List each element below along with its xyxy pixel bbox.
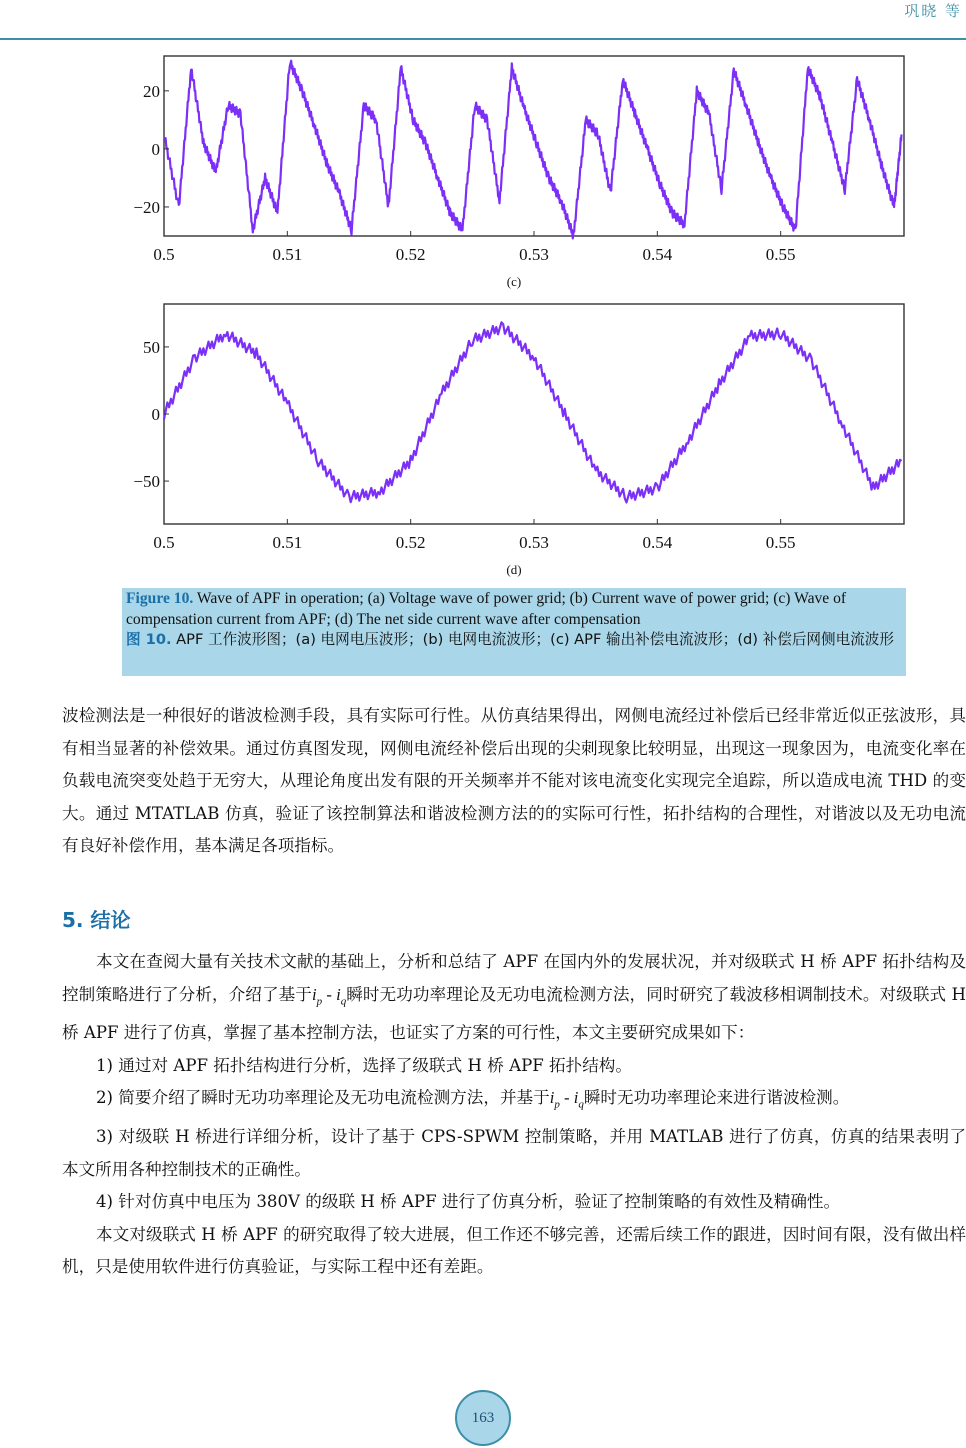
x-tick-label: 0.52 — [395, 533, 426, 552]
y-tick-label: −50 — [133, 472, 160, 492]
caption-en-text: Wave of APF in operation; (a) Voltage wave of power grid; (b) Current wave of power grid; (c) Wave of compensation current from APF; (d) The net side current wave after compensation — [126, 590, 847, 628]
conclusion-body — [62, 946, 966, 1284]
paragraph-1: 波检测法是一种很好的谐波检测手段，具有实际可行性。从仿真结果得出，网侧电流经过补偿后已经非常近似正弦波形，具有相当显著的补偿效果。通过仿真图发现，网侧电流经补偿后出现的尖刺现象比较明显，出现这一现象因为，电流变化率在负载电流突变处趋于无穷大，从理论角度出发有限的开关频率并不能对该电流变化实现完全追踪，所以造成电流 THD 的变大。通过 MTATLAB 仿真，验证了该控制算法和谐波检测方法的的实际可行性，拓扑结构的合理性，对谐波以及无功电流有良好补偿作用，基本满足各项指标。 — [62, 706, 966, 855]
x-tick-label: 0.51 — [272, 245, 303, 264]
waveform-line — [164, 322, 902, 502]
x-tick-label: 0.53 — [519, 245, 549, 264]
section-title-conclusion: 5. 结论 — [62, 908, 131, 932]
y-tick-label: 50 — [143, 337, 160, 357]
paragraph-2-part-a: 本文在查阅大量有关技术文献的基础上，分析和总结了 APF 在国内外的发展状况，并对级联式 H 桥 APF 拓扑结构及控制策略进行了分析，介绍了基于 — [62, 952, 966, 1004]
result-item-1: 1) 通过对 APF 拓扑结构进行分析，选择了级联式 H 桥 APF 拓扑结构。 — [96, 1055, 632, 1075]
y-tick-label: 20 — [143, 81, 160, 101]
chart-c — [110, 48, 910, 288]
x-tick-label: 0.52 — [395, 245, 426, 264]
paragraph-simulation-results — [62, 700, 966, 863]
paragraph-2 — [62, 946, 966, 1050]
x-tick-label: 0.5 — [153, 533, 175, 552]
caption-zh-label: 图 10. — [126, 631, 172, 648]
result-item-4: 4) 针对仿真中电压为 380V 的级联 H 桥 APF 进行了仿真分析，验证了控制策略的有效性及精确性。 — [96, 1192, 841, 1212]
math-ip-iq — [311, 984, 347, 1007]
y-tick-label: 0 — [151, 405, 160, 424]
plot-frame — [164, 304, 904, 524]
x-tick-label: 0.53 — [519, 533, 549, 552]
x-tick-label: 0.54 — [642, 245, 673, 264]
running-header-author: 巩晓 等 — [904, 2, 962, 20]
math-i: i — [311, 984, 317, 1004]
math-dash-2: - — [559, 1088, 574, 1108]
header-rule — [0, 38, 966, 40]
math-i-3: i — [549, 1088, 555, 1108]
math-sub-q: q — [340, 994, 347, 1007]
x-tick-label: 0.5 — [153, 245, 175, 264]
figure-caption — [122, 588, 906, 676]
caption-en-label: Figure 10. — [126, 590, 194, 607]
page-number: 163 — [455, 1390, 511, 1446]
math-sub-q-2: q — [578, 1098, 584, 1111]
x-tick-label: 0.51 — [272, 533, 303, 552]
x-tick-label: 0.55 — [765, 533, 796, 552]
x-tick-label: 0.54 — [642, 533, 673, 552]
math-i-2: i — [336, 984, 341, 1004]
math-sub-p-2: p — [554, 1098, 560, 1111]
chart-c-svg — [110, 48, 910, 288]
waveform-line — [164, 61, 902, 239]
subfigure-label: (d) — [506, 562, 522, 577]
paragraph-3: 本文对级联式 H 桥 APF 的研究取得了较大进展，但工作还不够完善，还需后续工作的跟进，因时间有限，没有做出样机，只是使用软件进行仿真验证，与实际工程中还有差距。 — [62, 1224, 966, 1277]
math-i-4: i — [573, 1088, 579, 1108]
paragraph-2-part-b: 瞬时无功功率理论及无功电流检测方法，同时研究了载波移相调制技术。对级联式 H 桥 APF 进行了仿真，掌握了基本控制方法，也证实了方案的可行性，本文主要研究成果如下： — [62, 984, 966, 1043]
subfigure-label: (c) — [506, 274, 522, 289]
result-item-3: 3) 对级联 H 桥进行详细分析，设计了基于 CPS-SPWM 控制策略，并用 MATLAB 进行了仿真，仿真的结果表明了本文所用各种控制技术的正确性。 — [62, 1127, 966, 1179]
math-ip-iq-2 — [549, 1088, 584, 1111]
result-item-2-part-b: 瞬时无功功率理论来进行谐波检测。 — [583, 1088, 850, 1108]
caption-zh-text: APF 工作波形图；(a) 电网电压波形；(b) 电网电流波形；(c) APF 输出补偿电流波形；(d) 补偿后网侧电流波形 — [176, 631, 894, 648]
chart-d-svg — [110, 296, 910, 584]
y-tick-label: −20 — [133, 197, 160, 217]
result-item-2 — [62, 1082, 966, 1121]
y-tick-label: 0 — [151, 139, 160, 159]
math-dash: - — [322, 984, 337, 1004]
chart-d — [110, 296, 910, 584]
x-tick-label: 0.55 — [765, 245, 796, 264]
math-sub-p: p — [316, 994, 323, 1007]
result-item-2-part-a: 2) 简要介绍了瞬时无功功率理论及无功电流检测方法，并基于 — [96, 1088, 550, 1108]
